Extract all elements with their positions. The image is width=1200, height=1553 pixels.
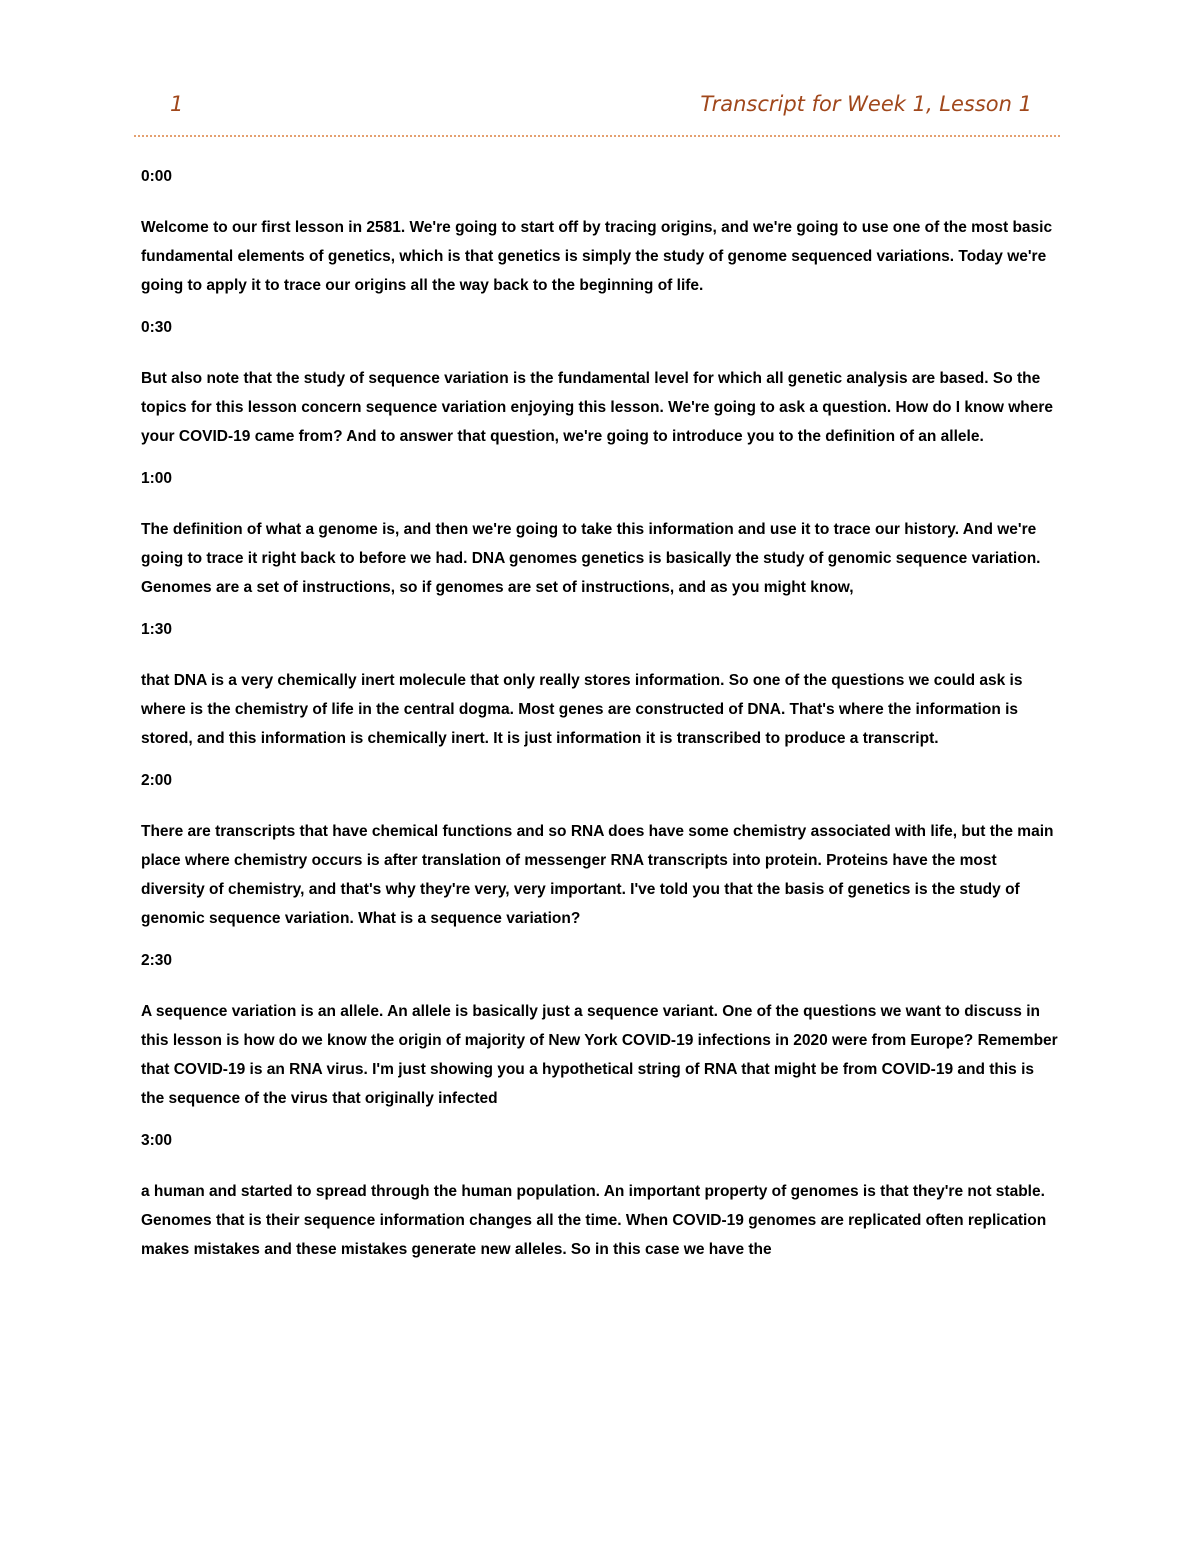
page-header <box>140 88 1060 128</box>
timestamp: 2:30 <box>141 952 173 969</box>
transcript-paragraph: A sequence variation is an allele. An allele is basically just a sequence variant. One of the questions we want to discuss in this lesson is how do we know the origin of majority of New York COVID-19 infections in 2020 were from Europe? Remember that COVID-19 is an RNA virus. I'm just showing you a hypothetical string of RNA that might be from COVID-19 and this is the sequence of the virus that originally infected <box>141 1003 1058 1107</box>
transcript-segment <box>141 620 1061 753</box>
timestamp: 2:00 <box>141 772 173 789</box>
transcript-segment <box>141 318 1061 451</box>
timestamp: 3:00 <box>141 1132 173 1149</box>
transcript-segment <box>141 469 1061 602</box>
header-divider <box>134 135 1060 137</box>
transcript-body <box>141 167 1061 1282</box>
transcript-paragraph: a human and started to spread through the human population. An important property of genomes is that they're not stable. Genomes that is their sequence information changes all the time. When COVID-19 genomes are replicated often replication makes mistakes and these mistakes generate new alleles. So in this case we have the <box>141 1183 1047 1258</box>
transcript-paragraph: Welcome to our first lesson in 2581. We're going to start off by tracing origins, and we're going to use one of the most basic fundamental elements of genetics, which is that genetics is simply the study of genome sequenced variations. Today we're going to apply it to trace our origins all the way back to the beginning of life. <box>141 219 1053 294</box>
transcript-paragraph: But also note that the study of sequence variation is the fundamental level for which all genetic analysis are based. So the topics for this lesson concern sequence variation enjoying this lesson. We're going to ask a question. How do I know where your COVID-19 came from? And to answer that question, we're going to introduce you to the definition of an allele. <box>141 370 1054 445</box>
page-number: 1 <box>170 92 184 116</box>
transcript-segment <box>141 167 1061 300</box>
transcript-segment <box>141 951 1061 1113</box>
transcript-paragraph: There are transcripts that have chemical functions and so RNA does have some chemistry associated with life, but the main place where chemistry occurs is after translation of messenger RNA transcripts into protein. Proteins have the most diversity of chemistry, and that's why they're very, very important. I've told you that the basis of genetics is the study of genomic sequence variation. What is a sequence variation? <box>141 823 1054 927</box>
timestamp: 1:30 <box>141 621 173 638</box>
timestamp: 0:00 <box>141 168 173 185</box>
timestamp: 1:00 <box>141 470 173 487</box>
transcript-segment <box>141 1131 1061 1264</box>
timestamp: 0:30 <box>141 319 173 336</box>
transcript-segment <box>141 771 1061 933</box>
header-title: Transcript for Week 1, Lesson 1 <box>700 92 1032 116</box>
transcript-paragraph: The definition of what a genome is, and then we're going to take this information and use it to trace our history. And we're going to trace it right back to before we had. DNA genomes genetics is basically the study of genomic sequence variation. Genomes are a set of instructions, so if genomes are set of instructions, and as you might know, <box>141 521 1041 596</box>
transcript-paragraph: that DNA is a very chemically inert molecule that only really stores information. So one of the questions we could ask is where is the chemistry of life in the central dogma. Most genes are constructed of DNA. That's where the information is stored, and this information is chemically inert. It is just information it is transcribed to produce a transcript. <box>141 672 1023 747</box>
